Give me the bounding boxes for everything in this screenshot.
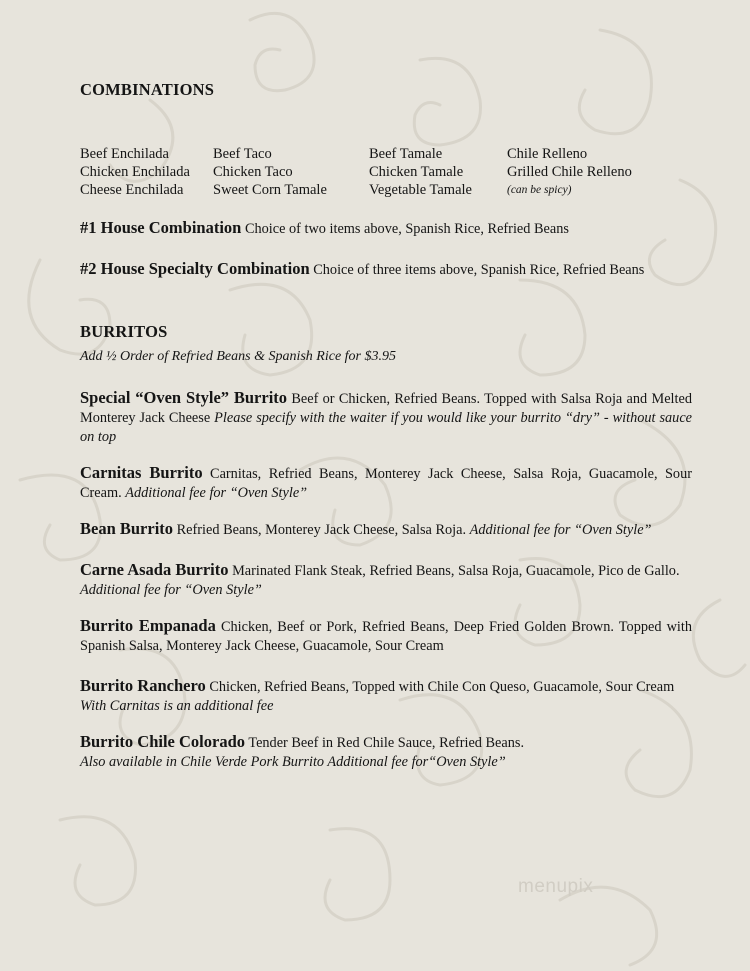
combo-item: Vegetable Tamale [369,182,472,198]
burrito-item-ranchero [80,676,692,716]
item-note: Additional fee for “Oven Style” [125,485,308,501]
combo-item: Beef Taco [213,146,272,162]
combo-item: Chicken Tamale [369,164,464,180]
burrito-item-carnitas [80,463,692,503]
item-description: Beef or Chicken, Refried Beans. Topped with Salsa Roja and Melted Monterey Jack Cheese [80,391,692,426]
combo-column-1 [80,145,190,199]
combo-item: Grilled Chile Relleno [507,164,632,180]
combo-column-3 [369,145,472,199]
house-combination-1 [80,218,692,239]
burrito-item-chile-colorado [80,732,692,772]
item-name: Burrito Empanada [80,616,216,635]
item-name: Bean Burrito [80,519,174,538]
item-note: Additional fee for “Oven Style” [80,582,262,598]
combo-item: Chile Relleno [507,146,588,162]
burritos-side-order-note: Add ½ Order of Refried Beans & Spanish Rice for $3.95 [80,349,396,364]
combo-column-2 [213,145,327,199]
combo-item: Beef Enchilada [80,146,169,162]
item-name: Burrito Ranchero [80,676,206,695]
house-combination-2 [80,259,692,280]
spicy-note: (can be spicy) [507,184,572,196]
combo-item: Beef Tamale [369,146,443,162]
burritos-heading: BURRITOS [80,322,168,341]
combo-column-4 [507,145,632,199]
item-description: Chicken, Beef or Pork, Refried Beans, Deep Fried Golden Brown. Topped with Spanish Salsa, Monterey Jack Cheese, Guacamole, Sour Cream [80,619,693,654]
item-name: #2 House Specialty Combination [80,259,310,278]
burrito-item-oven-style [80,388,692,447]
item-note: With Carnitas is an additional fee [80,698,274,714]
item-name: Carnitas Burrito [80,463,203,482]
item-description: Choice of two items above, Spanish Rice, Refried Beans [244,221,569,237]
combinations-heading: COMBINATIONS [80,80,215,99]
item-note: Please specify with the waiter if you would like your burrito “dry” - without sauce on top [80,410,693,445]
item-description: Refried Beans, Monterey Jack Cheese, Salsa Roja. [176,522,467,538]
item-name: #1 House Combination [80,218,242,237]
combo-item: Sweet Corn Tamale [213,182,327,198]
item-name: Carne Asada Burrito [80,560,229,579]
burrito-item-empanada [80,616,692,656]
menupix-watermark: menupix [518,876,594,897]
burrito-item-bean [80,519,692,540]
item-name: Special “Oven Style” Burrito [80,388,288,407]
item-description: Marinated Flank Steak, Refried Beans, Salsa Roja, Guacamole, Pico de Gallo. [232,563,680,579]
item-note: Additional fee for “Oven Style” [469,522,652,538]
item-description: Choice of three items above, Spanish Rice, Refried Beans [313,262,645,278]
item-description: Chicken, Refried Beans, Topped with Chile Con Queso, Guacamole, Sour Cream [209,679,675,695]
item-description: Tender Beef in Red Chile Sauce, Refried Beans. [248,735,525,751]
item-note: Also available in Chile Verde Pork Burrito Additional fee for“Oven Style” [80,754,506,770]
item-name: Burrito Chile Colorado [80,732,245,751]
burrito-item-carne-asada [80,560,692,600]
combo-item: Cheese Enchilada [80,182,184,198]
combo-item: Chicken Taco [213,164,293,180]
combo-item: Chicken Enchilada [80,164,190,180]
item-description: Carnitas, Refried Beans, Monterey Jack Cheese, Salsa Roja, Guacamole, Sour Cream. [80,466,692,501]
